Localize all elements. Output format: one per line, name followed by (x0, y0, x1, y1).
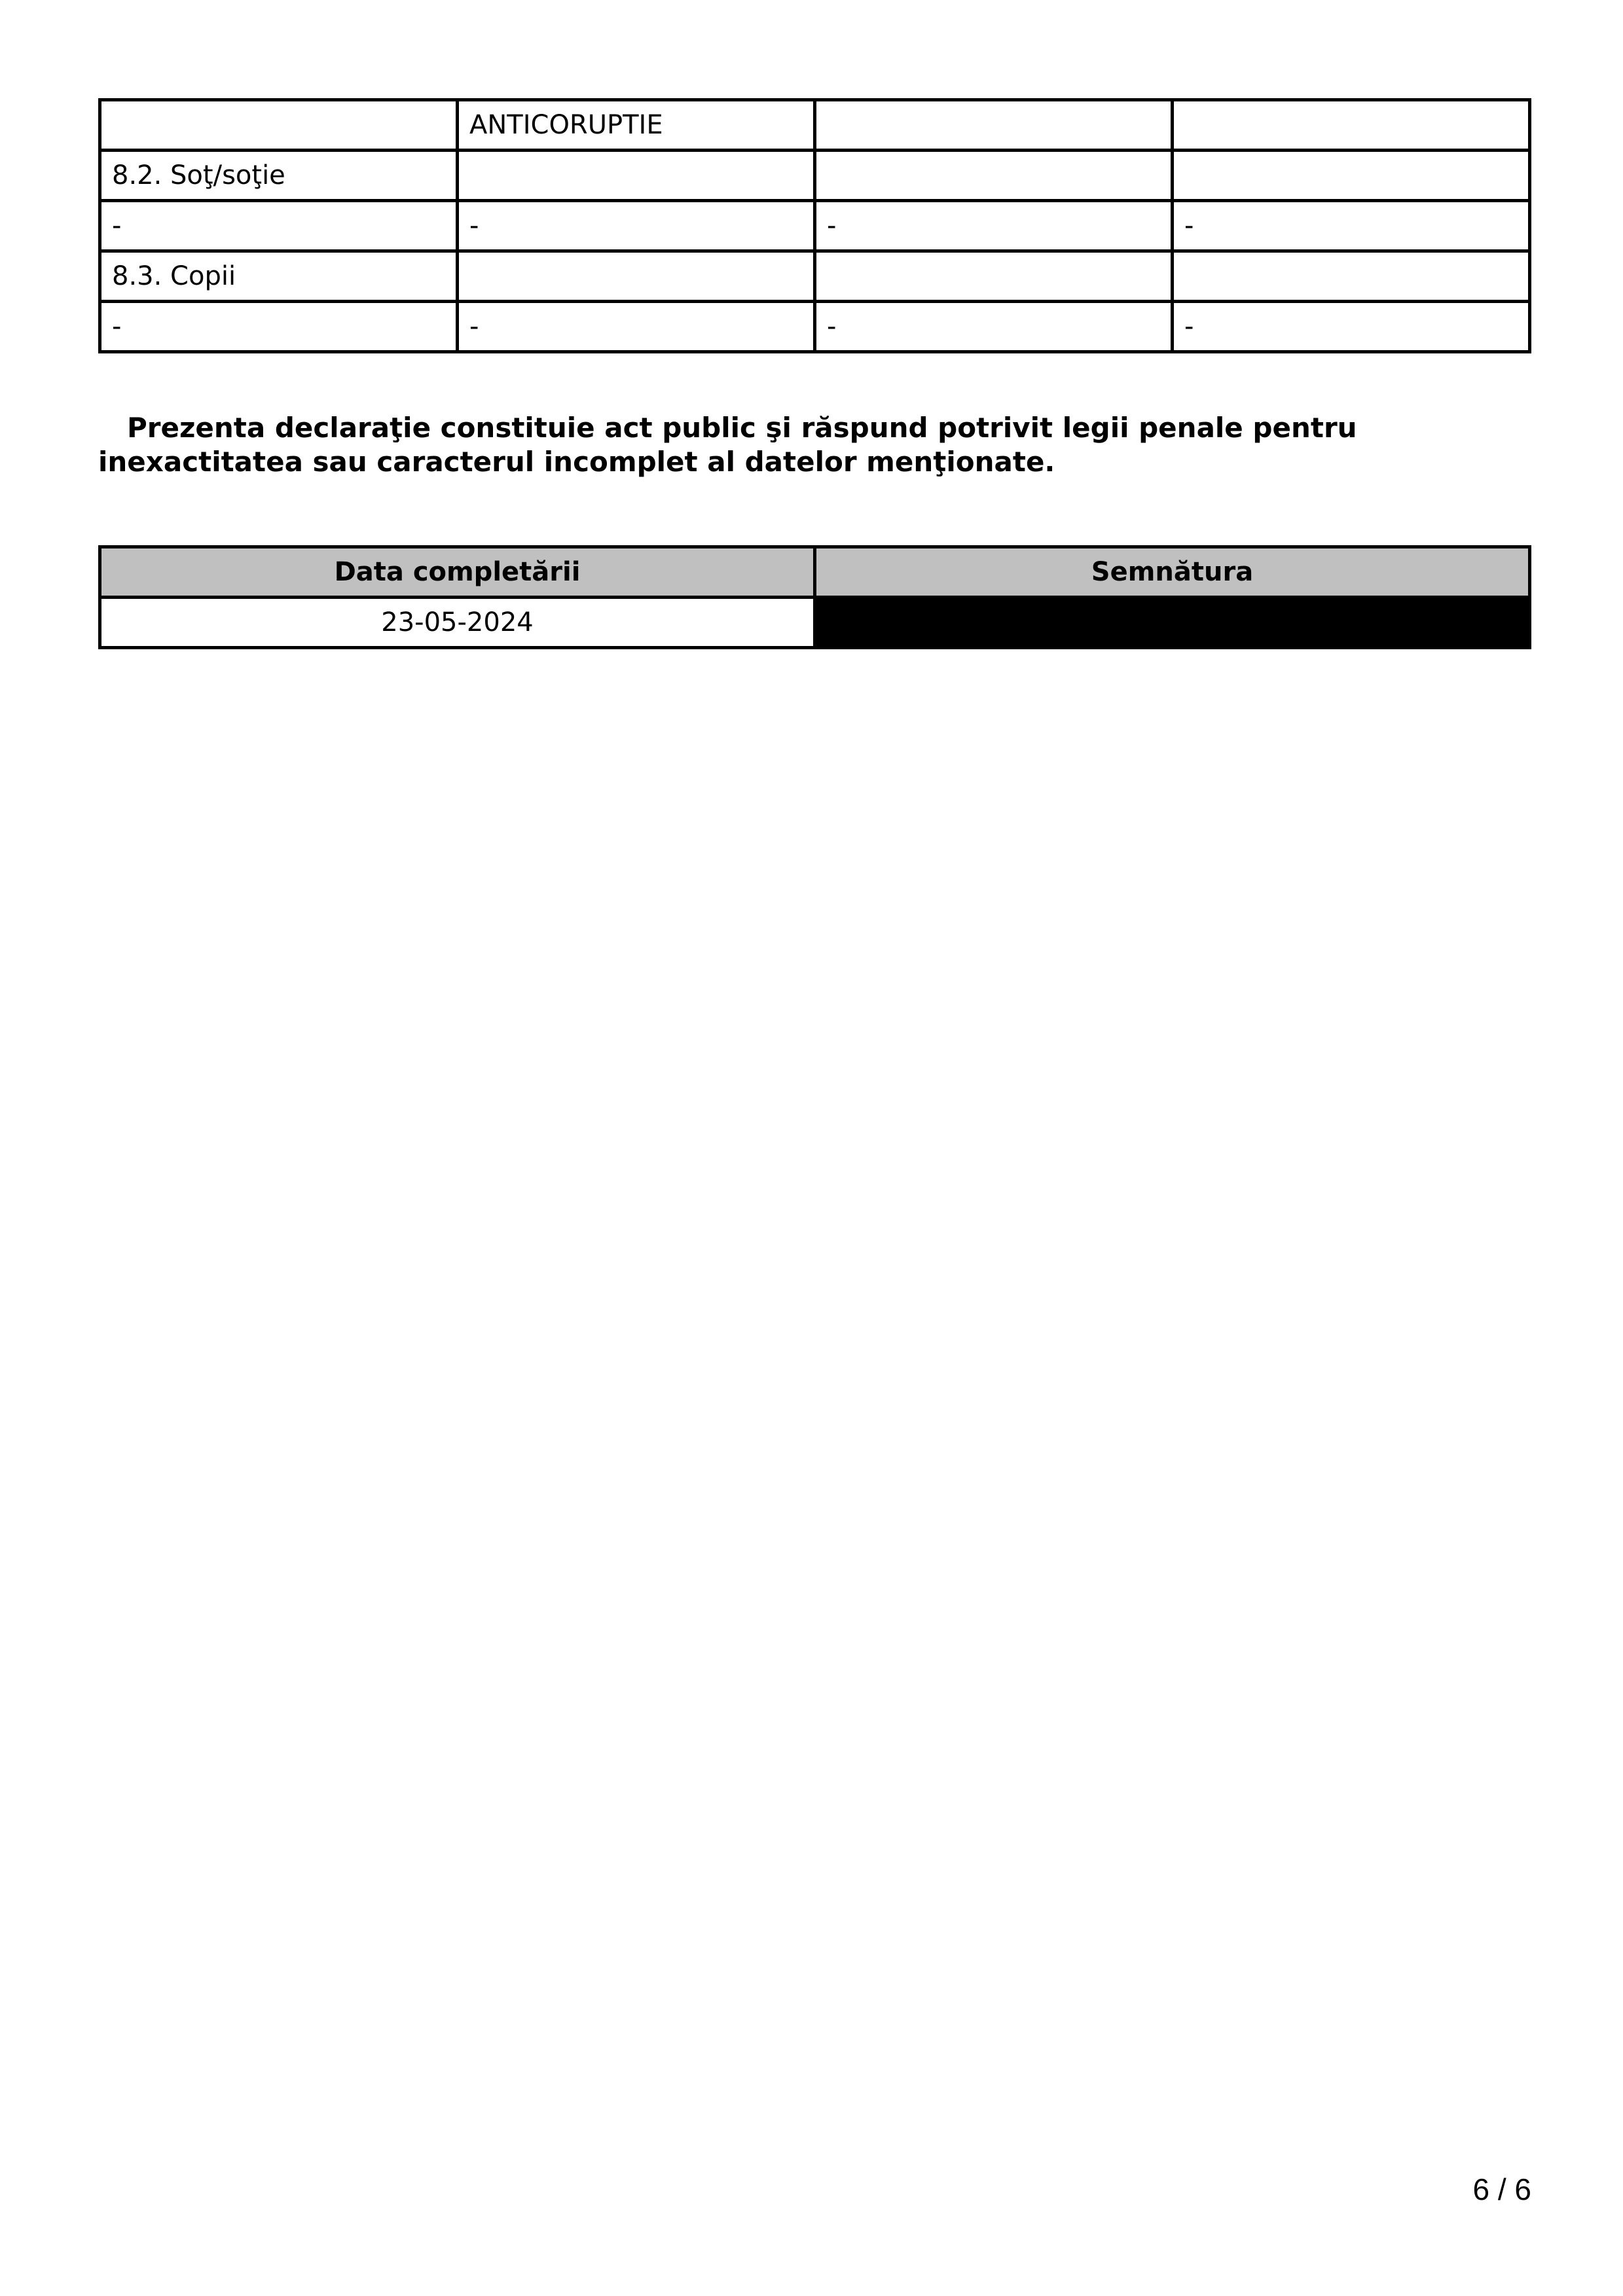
page-number: 6 / 6 (1472, 2172, 1531, 2206)
table-cell: - (458, 201, 815, 251)
redacted-signature (815, 598, 1530, 648)
signature-header: Semnătura (815, 547, 1530, 598)
table-row (100, 201, 1530, 251)
table-cell (1173, 151, 1530, 201)
table-row (100, 598, 1530, 648)
table-cell (815, 151, 1173, 201)
table-cell (458, 151, 815, 201)
table-cell (1173, 251, 1530, 302)
table-cell: - (100, 201, 458, 251)
table-cell: ANTICORUPTIE (458, 100, 815, 151)
legal-statement: Prezenta declaraţie constituie act public şi răspund potrivit legii penale pentru inexactitatea sau caracterul incomplet al datelor menţionate. (98, 412, 1357, 478)
section-label-children: 8.3. Copii (100, 251, 458, 302)
table-cell: - (1173, 201, 1530, 251)
table-cell (458, 251, 815, 302)
date-header: Data completării (100, 547, 815, 598)
table-cell: - (1173, 302, 1530, 352)
table-cell: - (815, 302, 1173, 352)
interests-table (98, 98, 1531, 353)
table-cell (815, 100, 1173, 151)
completion-date: 23-05-2024 (100, 598, 815, 648)
table-cell: - (100, 302, 458, 352)
signature-table (98, 545, 1531, 649)
table-row (100, 302, 1530, 352)
table-cell (1173, 100, 1530, 151)
table-header-row (100, 547, 1530, 598)
table-cell (100, 100, 458, 151)
table-cell: - (458, 302, 815, 352)
table-row (100, 151, 1530, 201)
table-cell (815, 251, 1173, 302)
table-row (100, 100, 1530, 151)
section-label-spouse: 8.2. Soţ/soţie (100, 151, 458, 201)
table-cell: - (815, 201, 1173, 251)
table-row (100, 251, 1530, 302)
